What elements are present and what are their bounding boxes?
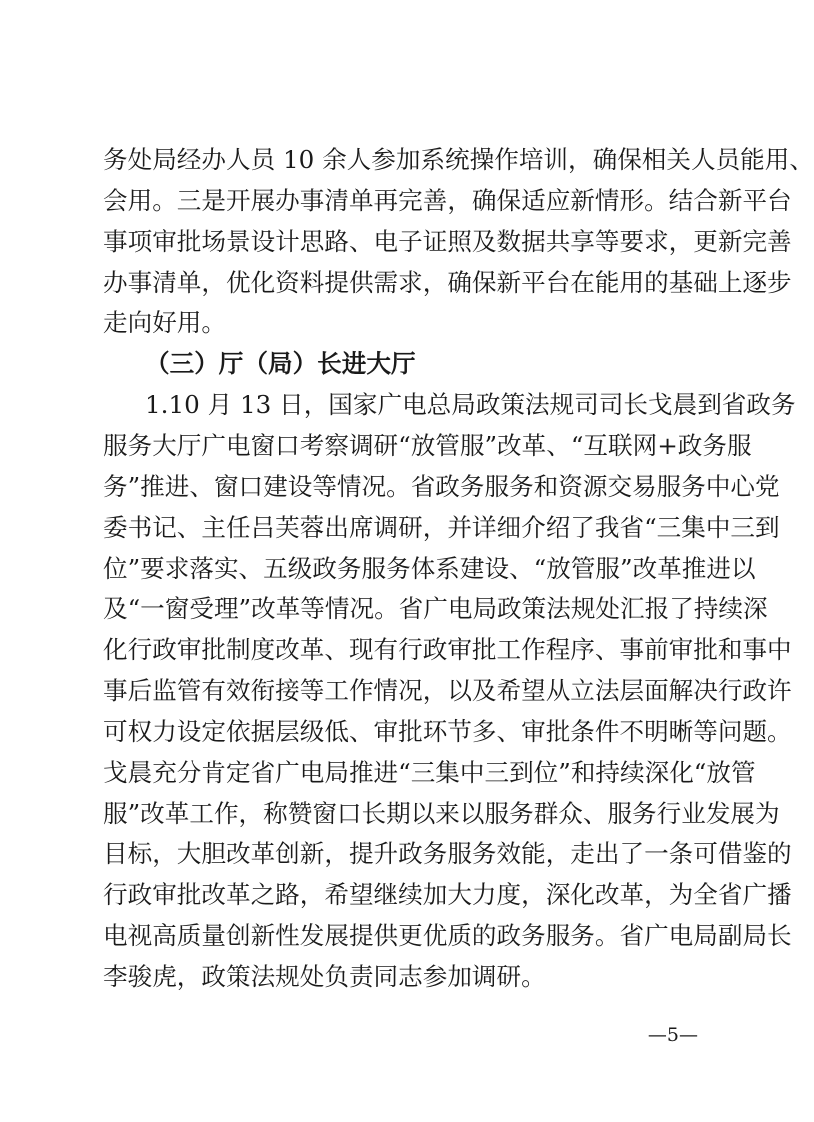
paragraph-line: 务处局经办人员 10 余人参加系统操作培训，确保相关人员能用、 [103, 145, 814, 174]
paragraph-line: 可权力设定依据层级低、审批环节多、审批条件不明晰等问题。 [103, 717, 792, 746]
paragraph-line: 位”要求落实、五级政务服务体系建设、“放管服”改革推进以 [103, 554, 756, 583]
paragraph-line: 务”推进、窗口建设等情况。省政务服务和资源交易服务中心党 [103, 472, 780, 501]
paragraph-line: 事后监管有效衔接等工作情况，以及希望从立法层面解决行政许 [103, 676, 792, 705]
paragraph-line: 李骏虎，政策法规处负责同志参加调研。 [103, 962, 546, 991]
paragraph-line: 电视高质量创新性发展提供更优质的政务服务。省广电局副局长 [103, 921, 792, 950]
section-heading: （三）厅（局）长进大厅 [145, 349, 416, 378]
paragraph-line: 行政审批改革之路，希望继续加大力度，深化改革，为全省广播 [103, 880, 792, 909]
paragraph-line: 服务大厅广电窗口考察调研“放管服”改革、“互联网+政务服 [103, 431, 752, 460]
page-number: —5— [647, 1024, 698, 1046]
paragraph-line: 走向好用。 [103, 308, 226, 337]
paragraph-line: 会用。三是开展办事清单再完善，确保适应新情形。结合新平台 [103, 186, 792, 215]
paragraph-line: 及“一窗受理”改革等情况。省广电局政策法规处汇报了持续深 [103, 594, 768, 623]
paragraph-line: 1.10 月 13 日，国家广电总局政策法规司司长戈晨到省政务 [145, 390, 796, 419]
paragraph-line: 戈晨充分肯定省广电局推进“三集中三到位”和持续深化“放管 [103, 758, 756, 787]
paragraph-line: 事项审批场景设计思路、电子证照及数据共享等要求，更新完善 [103, 227, 792, 256]
paragraph-line: 目标，大胆改革创新，提升政务服务效能，走出了一条可借鉴的 [103, 839, 792, 868]
paragraph-line: 化行政审批制度改革、现有行政审批工作程序、事前审批和事中 [103, 635, 792, 664]
paragraph-line: 委书记、主任吕芙蓉出席调研，并详细介绍了我省“三集中三到 [103, 513, 780, 542]
paragraph-line: 办事清单，优化资料提供需求，确保新平台在能用的基础上逐步 [103, 268, 792, 297]
paragraph-line: 服”改革工作，称赞窗口长期以来以服务群众、服务行业发展为 [103, 799, 780, 828]
